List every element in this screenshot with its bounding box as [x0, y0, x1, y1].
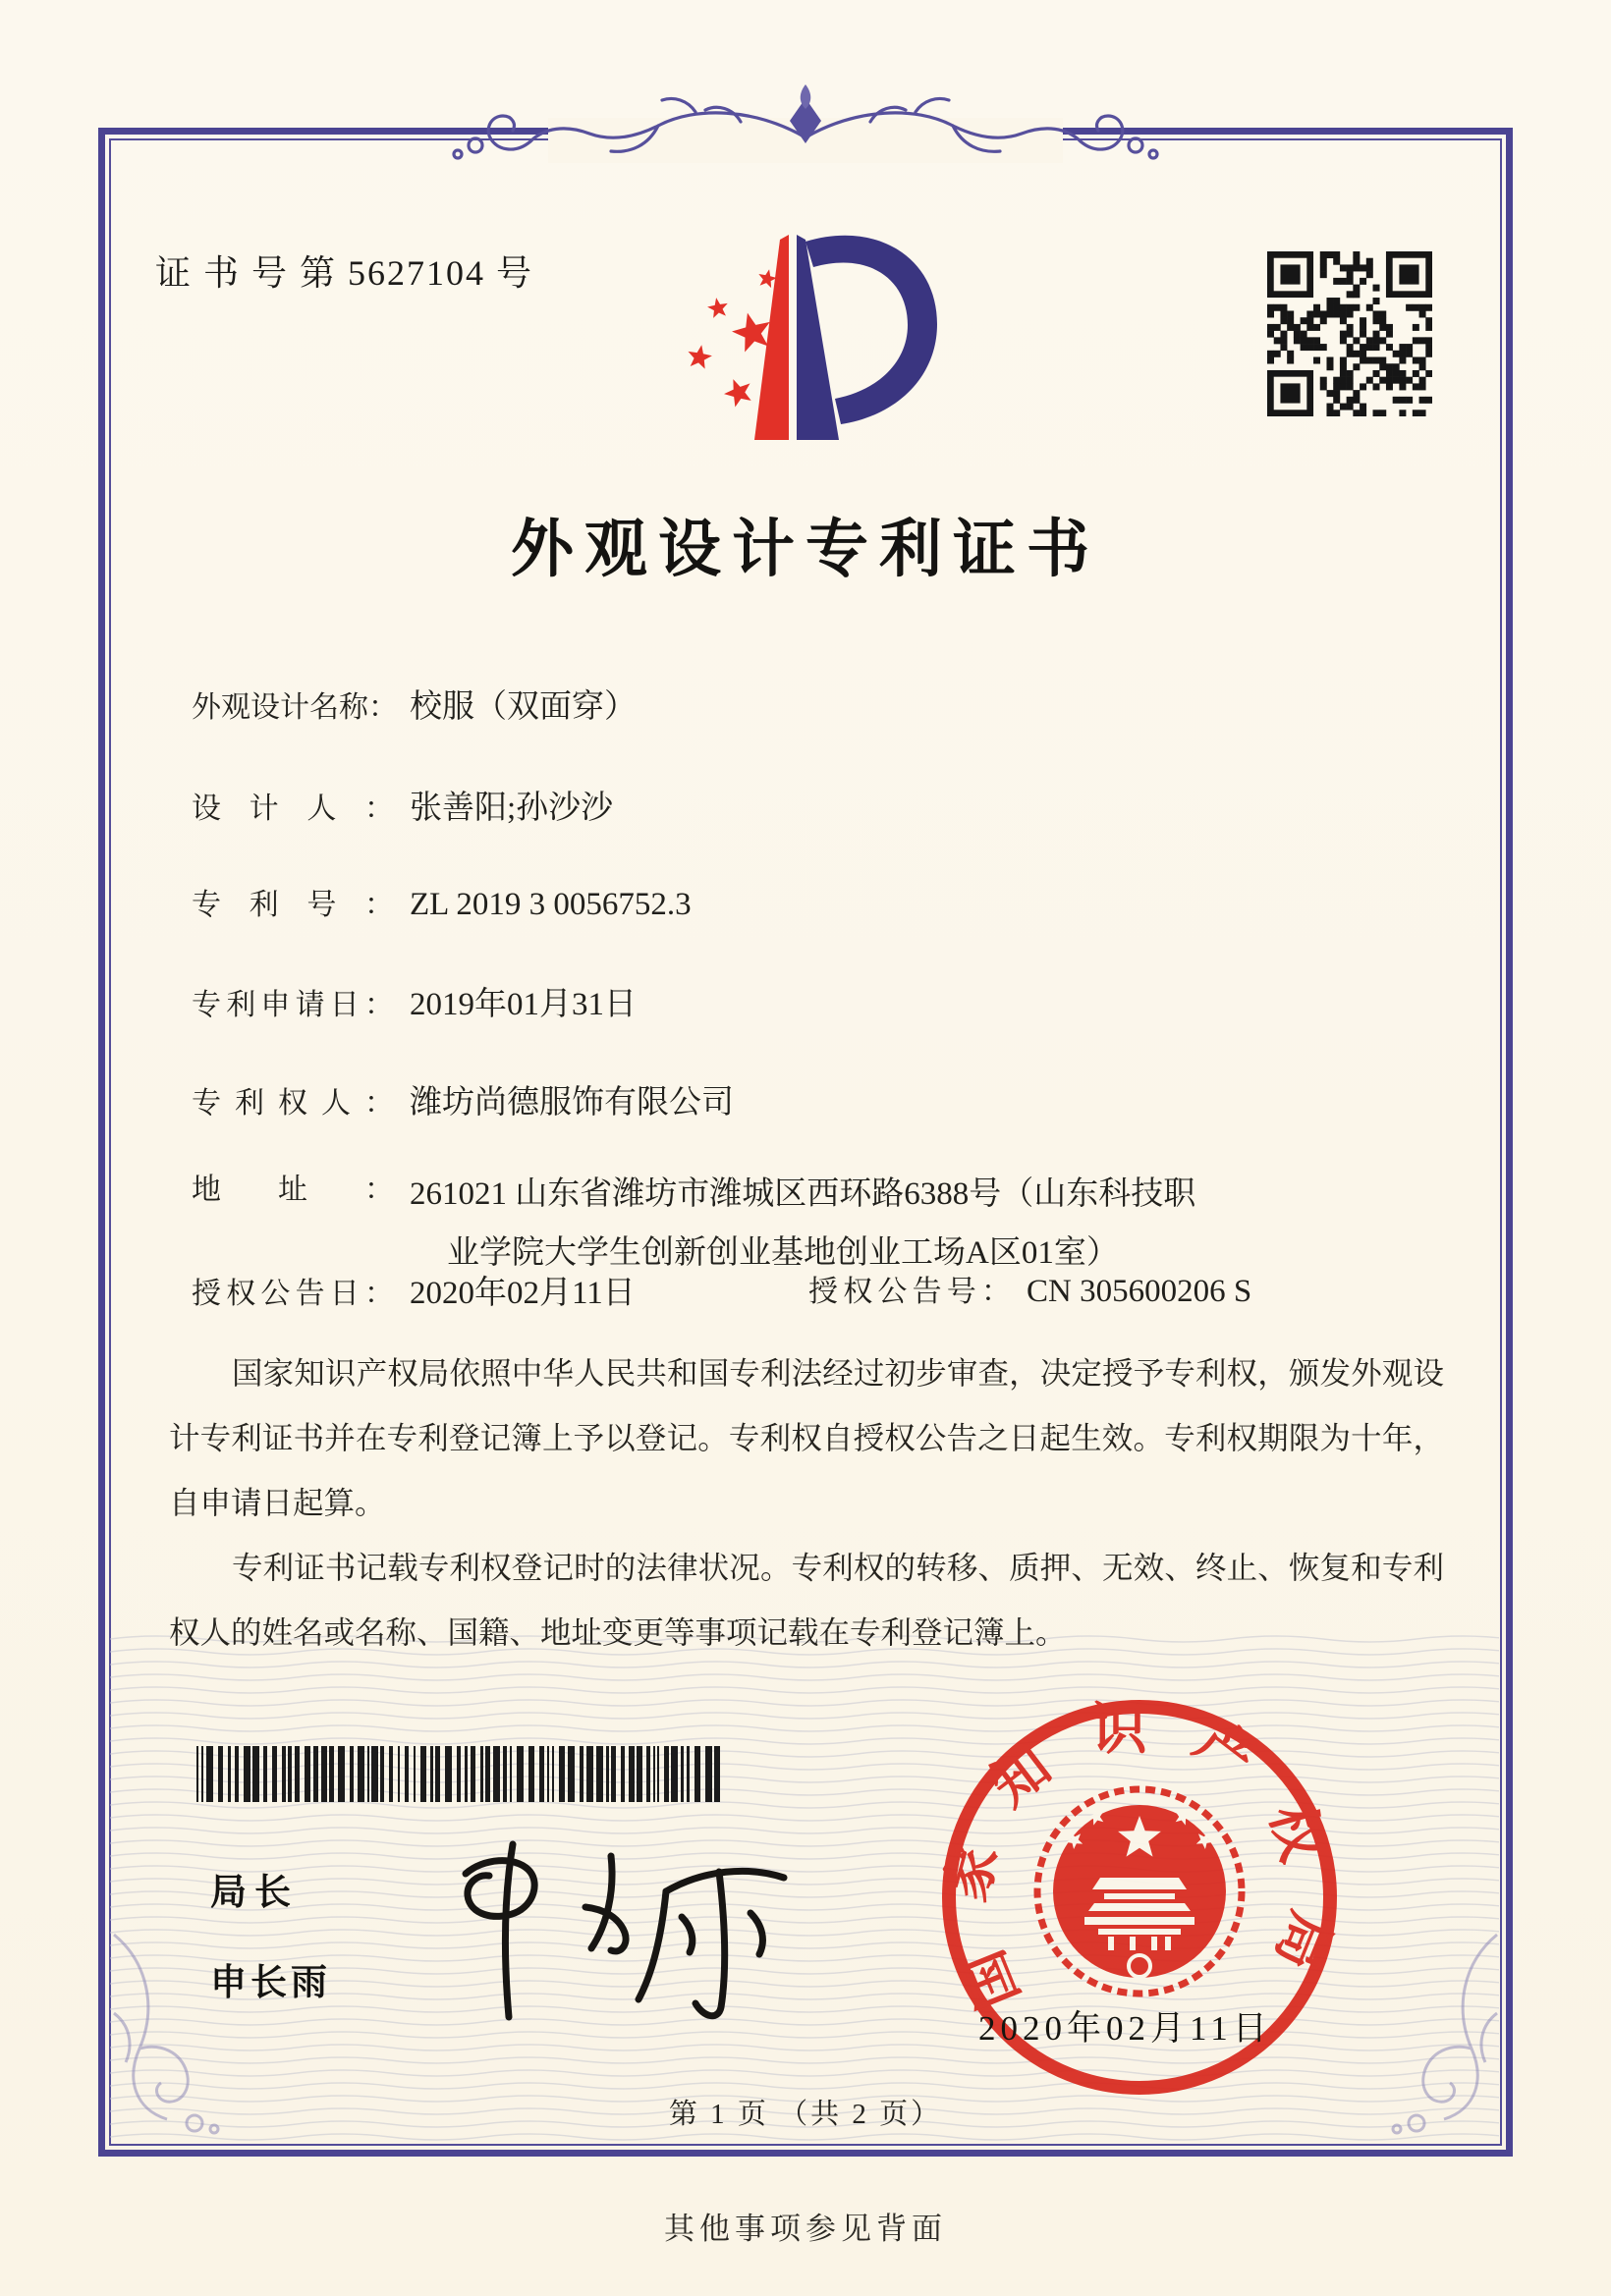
address-line-1: 261021 山东省潍坊市潍城区西环路6388号（山东科技职	[410, 1176, 1196, 1212]
field-group-grant-number	[808, 1267, 1251, 1310]
field-label-address: 地址：	[192, 1174, 394, 1206]
commissioner-signature	[418, 1823, 823, 2035]
address-line-2: 业学院大学生创新创业基地创业工场A区01室）	[447, 1235, 1119, 1271]
field-value-design-name: 校服（双面穿）	[410, 689, 637, 725]
seal-national-emblem	[1037, 1789, 1242, 1994]
field-value-application-date: 2019年01月31日	[410, 987, 637, 1022]
back-side-note: 其他事项参见背面	[664, 2212, 947, 2246]
field-row-design-name	[192, 681, 637, 727]
seal-text: 国家知识产权局	[935, 1699, 1344, 2017]
top-border-ornament	[401, 49, 1210, 198]
signer-title: 局长	[210, 1872, 299, 1912]
field-value-patentee: 潍坊尚德服饰有限公司	[410, 1085, 734, 1121]
field-row-grant	[192, 1267, 1252, 1313]
page-indicator: 第 1 页 （共 2 页）	[668, 2099, 943, 2130]
field-row-patent-number	[192, 880, 692, 923]
qr-code	[1267, 251, 1432, 416]
body-paragraph-1: 国家知识产权局依照中华人民共和国专利法经过初步审查，决定授予专利权，颁发外观设计专利证书并在专利登记簿上予以登记。专利权自授权公告之日起生效。专利权期限为十年，自申请日起算。	[169, 1356, 1444, 1520]
field-label-designer: 设计人：	[192, 793, 394, 825]
field-value-grant-number: CN 305600206 S	[1027, 1274, 1252, 1309]
field-value-patent-number: ZL 2019 3 0056752.3	[410, 887, 692, 922]
field-label-patentee: 专利权人：	[192, 1087, 394, 1120]
certificate-number: 证 书 号 第 5627104 号	[155, 253, 534, 293]
certificate-title: 外观设计专利证书	[511, 515, 1100, 584]
field-row-application-date	[192, 978, 637, 1024]
field-label-application-date: 专利申请日：	[192, 989, 394, 1021]
field-label-grant-number: 授权公告号：	[808, 1276, 1011, 1308]
legal-text-block	[169, 1341, 1444, 1666]
field-label-patent-number: 专利号：	[192, 889, 394, 921]
body-paragraph-2: 专利证书记载专利权登记时的法律状况。专利权的转移、质押、无效、终止、恢复和专利权人的姓名或名称、国籍、地址变更等事项记载在专利登记簿上。	[169, 1551, 1444, 1650]
cnipa-logo	[664, 230, 961, 444]
field-value-designer: 张善阳;孙沙沙	[410, 791, 614, 826]
field-label-grant-date: 授权公告日：	[192, 1278, 394, 1310]
barcode	[196, 1746, 722, 1802]
signer-name: 申长雨	[210, 1962, 331, 2002]
field-row-patentee	[192, 1076, 734, 1122]
field-row-designer	[192, 782, 613, 828]
barcode-bars	[196, 1746, 720, 1802]
field-row-address	[192, 1165, 1195, 1283]
field-label-design-name: 外观设计名称：	[192, 691, 398, 724]
seal-date: 2020年02月11日	[978, 2009, 1272, 2048]
field-value-address	[410, 1165, 1195, 1283]
field-value-grant-date: 2020年02月11日	[410, 1276, 636, 1311]
